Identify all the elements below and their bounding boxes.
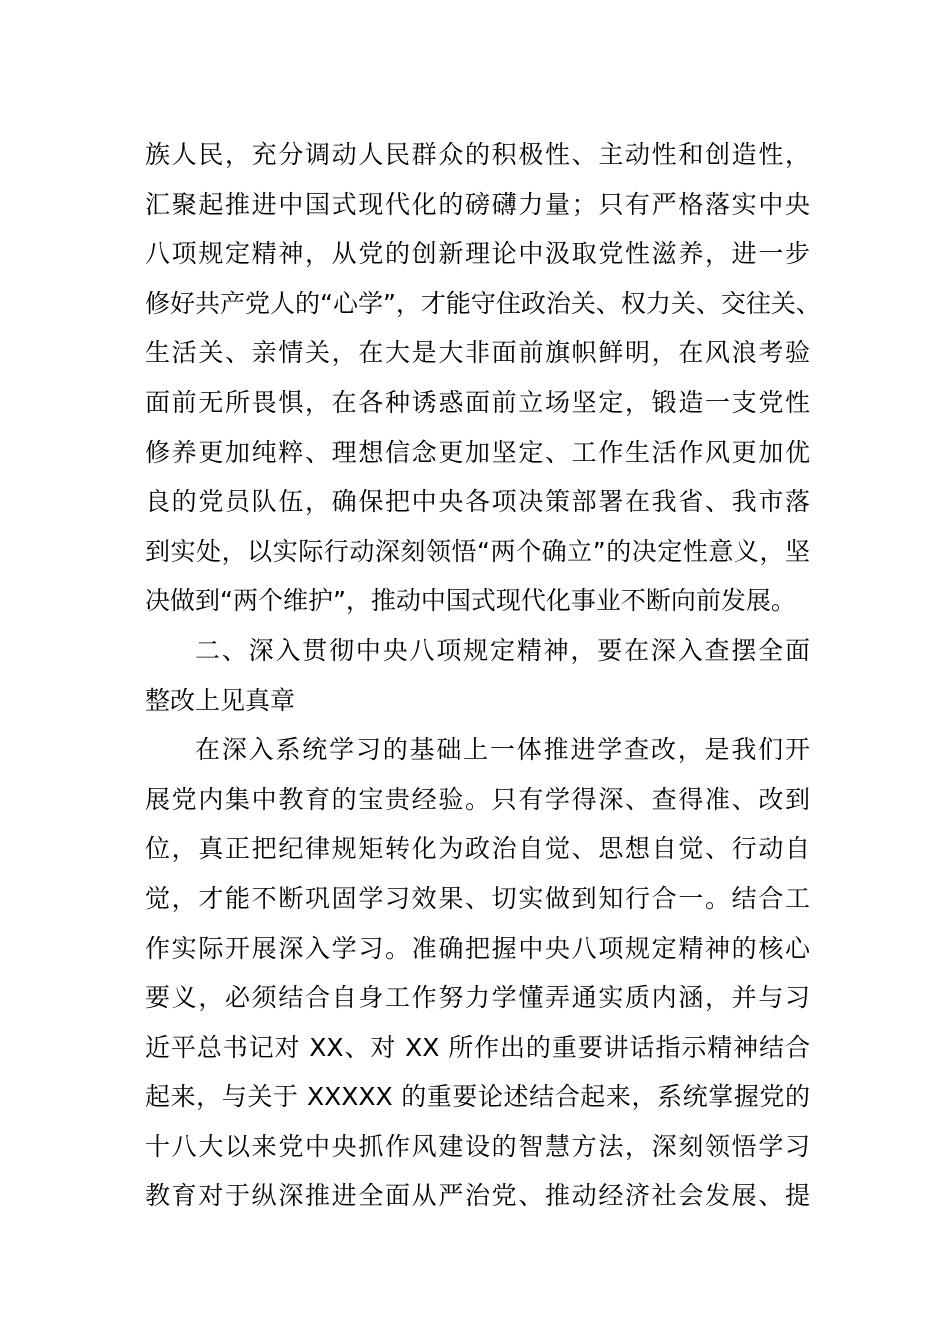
text-line: 八项规定精神，从党的创新理论中汲取党性滋养，进一步 — [145, 239, 810, 269]
text-line: 修养更加纯粹、理想信念更加坚定、工作生活作风更加优 — [145, 437, 810, 467]
text-line: 起来，与关于 XXXXX 的重要论述结合起来，系统掌握党的 — [145, 1082, 810, 1112]
text-line: 到实处，以实际行动深刻领悟“两个确立”的决定性意义，坚 — [145, 536, 810, 566]
section-heading-line: 二、深入贯彻中央八项规定精神，要在深入查摆全面 — [195, 635, 810, 665]
text-line: 教育对于纵深推进全面从严治党、推动经济社会发展、提 — [145, 1181, 810, 1211]
text-line: 近平总书记对 XX、对 XX 所作出的重要讲话指示精神结合 — [145, 1032, 810, 1062]
text-line: 要义，必须结合自身工作努力学懂弄通实质内涵，并与习 — [145, 983, 810, 1013]
text-line: 汇聚起推进中国式现代化的磅礴力量；只有严格落实中央 — [145, 189, 810, 219]
text-line: 展党内集中教育的宝贵经验。只有学得深、查得准、改到 — [145, 784, 810, 814]
text-line: 族人民，充分调动人民群众的积极性、主动性和创造性， — [145, 140, 810, 169]
section-heading-last-line: 整改上见真章 — [145, 685, 296, 715]
text-line: 面前无所畏惧，在各种诱惑面前立场坚定，锻造一支党性 — [145, 387, 810, 417]
text-line: 位，真正把纪律规矩转化为政治自觉、思想自觉、行动自 — [145, 834, 810, 864]
text-line: 修好共产党人的“心学”，才能守住政治关、权力关、交往关、 — [145, 288, 821, 318]
paragraph-first-line: 在深入系统学习的基础上一体推进学查改，是我们开 — [195, 735, 810, 765]
text-line: 十八大以来党中央抓作风建设的智慧方法，深刻领悟学习 — [145, 1131, 810, 1161]
paragraph-last-line: 决做到“两个维护”，推动中国式现代化事业不断向前发展。 — [145, 586, 796, 616]
text-line: 作实际开展深入学习。准确把握中央八项规定精神的核心 — [145, 933, 810, 963]
text-line: 良的党员队伍，确保把中央各项决策部署在我省、我市落 — [145, 487, 810, 517]
document-body — [145, 130, 821, 1221]
text-line: 生活关、亲情关，在大是大非面前旗帜鲜明，在风浪考验 — [145, 338, 810, 368]
text-line: 觉，才能不断巩固学习效果、切实做到知行合一。结合工 — [145, 883, 810, 913]
